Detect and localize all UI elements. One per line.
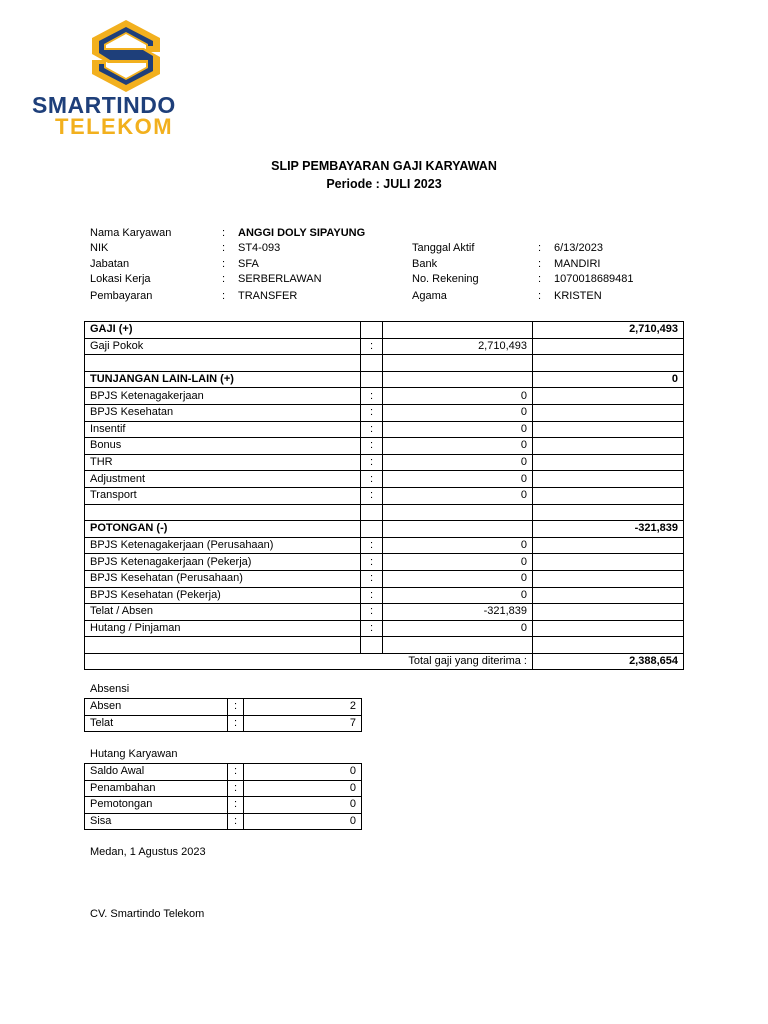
table-row: Bonus : 0 [85, 438, 684, 455]
row-value: 0 [383, 404, 533, 421]
row-label: Adjustment [85, 471, 361, 488]
table-row: Telat / Absen : -321,839 [85, 604, 684, 621]
table-row-empty [85, 637, 684, 654]
info-value-nama: ANGGI DOLY SIPAYUNG [238, 227, 366, 239]
table-row: BPJS Kesehatan (Pekerja) : 0 [85, 587, 684, 604]
row-value: 0 [383, 471, 533, 488]
info-colon: : [538, 242, 542, 254]
table-row: Absen : 2 [85, 699, 362, 716]
logo-text-smartindo: SMARTINDO [32, 92, 176, 118]
info-value-tanggal-aktif: 6/13/2023 [554, 242, 603, 254]
table-row: Adjustment : 0 [85, 471, 684, 488]
slip-title: SLIP PEMBAYARAN GAJI KARYAWAN [271, 159, 497, 173]
info-label-rekening: No. Rekening [412, 273, 479, 285]
table-row-empty [85, 355, 684, 372]
row-label: Telat [85, 715, 228, 732]
info-value-pembayaran: TRANSFER [238, 290, 298, 302]
info-colon: : [538, 290, 542, 302]
info-label-pembayaran: Pembayaran [90, 290, 153, 302]
table-row: Hutang / Pinjaman : 0 [85, 620, 684, 637]
row-label: Bonus [85, 438, 361, 455]
info-colon: : [538, 273, 542, 285]
table-row: Sisa : 0 [85, 813, 362, 830]
slip-period: Periode : JULI 2023 [326, 177, 442, 191]
absensi-title: Absensi [90, 683, 130, 695]
row-value: 0 [383, 587, 533, 604]
company-logo [28, 14, 228, 144]
row-value: -321,839 [383, 604, 533, 621]
row-value: 0 [244, 813, 362, 830]
info-colon: : [222, 290, 226, 302]
row-label: BPJS Kesehatan (Pekerja) [85, 587, 361, 604]
row-value: 2,710,493 [383, 338, 533, 355]
row-label: Sisa [85, 813, 228, 830]
table-row [85, 371, 684, 388]
total-row [85, 653, 684, 669]
info-label-tanggal-aktif: Tanggal Aktif [412, 242, 475, 254]
info-value-nik: ST4-093 [238, 242, 281, 254]
row-label: BPJS Kesehatan [85, 404, 361, 421]
table-row: BPJS Kesehatan : 0 [85, 404, 684, 421]
company-name: CV. Smartindo Telekom [90, 908, 205, 920]
info-value-lokasi: SERBERLAWAN [238, 273, 322, 285]
table-row: BPJS Ketenagakerjaan : 0 [85, 388, 684, 405]
row-value: 0 [383, 620, 533, 637]
hutang-title: Hutang Karyawan [90, 748, 178, 760]
info-label-nama: Nama Karyawan [90, 227, 172, 239]
absensi-table [84, 698, 362, 732]
row-label: Penambahan [85, 780, 228, 797]
row-label: Pemotongan [85, 797, 228, 814]
info-value-rekening: 1070018689481 [554, 273, 634, 285]
place-date: Medan, 1 Agustus 2023 [90, 846, 206, 858]
hutang-table [84, 763, 362, 830]
table-row: Telat : 7 [85, 715, 362, 732]
row-label: THR [85, 454, 361, 471]
row-value: 0 [244, 780, 362, 797]
salary-table [84, 321, 684, 670]
info-label-lokasi: Lokasi Kerja [90, 273, 151, 285]
info-colon: : [222, 273, 226, 285]
info-value-jabatan: SFA [238, 258, 259, 270]
total-value: 2,388,654 [533, 653, 684, 669]
row-value: 7 [244, 715, 362, 732]
info-label-nik: NIK [90, 242, 109, 254]
info-label-jabatan: Jabatan [90, 258, 130, 270]
logo-text-telekom: TELEKOM [55, 114, 174, 139]
row-value: 0 [383, 388, 533, 405]
row-value: 0 [383, 438, 533, 455]
table-row: Penambahan : 0 [85, 780, 362, 797]
table-row: BPJS Ketenagakerjaan (Perusahaan) : 0 [85, 537, 684, 554]
section-total-gaji: 2,710,493 [533, 322, 684, 339]
row-label: Absen [85, 699, 228, 716]
table-row: Gaji Pokok : 2,710,493 [85, 338, 684, 355]
smartindo-s-icon [88, 18, 164, 94]
info-colon: : [538, 258, 542, 270]
info-colon: : [222, 227, 226, 239]
section-header-tunjangan: TUNJANGAN LAIN-LAIN (+) [85, 371, 361, 388]
table-row-empty [85, 504, 684, 521]
section-header-gaji: GAJI (+) [85, 322, 361, 339]
row-label: Saldo Awal [85, 764, 228, 781]
row-value: 0 [244, 764, 362, 781]
info-colon: : [222, 258, 226, 270]
row-value: 0 [383, 537, 533, 554]
table-row: Saldo Awal : 0 [85, 764, 362, 781]
row-value: 0 [383, 487, 533, 504]
row-value: 0 [383, 554, 533, 571]
info-value-agama: KRISTEN [554, 290, 602, 302]
info-value-bank: MANDIRI [554, 258, 601, 270]
section-total-potongan: -321,839 [533, 521, 684, 538]
row-value: 0 [383, 570, 533, 587]
row-label: BPJS Kesehatan (Perusahaan) [85, 570, 361, 587]
section-total-tunjangan: 0 [533, 371, 684, 388]
row-label: Insentif [85, 421, 361, 438]
row-label: BPJS Ketenagakerjaan [85, 388, 361, 405]
total-label: Total gaji yang diterima : [85, 653, 533, 669]
row-label: BPJS Ketenagakerjaan (Pekerja) [85, 554, 361, 571]
row-label: Telat / Absen [85, 604, 361, 621]
table-row: Pemotongan : 0 [85, 797, 362, 814]
row-label: Gaji Pokok [85, 338, 361, 355]
row-value: 0 [383, 454, 533, 471]
table-row: Transport : 0 [85, 487, 684, 504]
row-label: BPJS Ketenagakerjaan (Perusahaan) [85, 537, 361, 554]
section-header-potongan: POTONGAN (-) [85, 521, 361, 538]
table-row: BPJS Kesehatan (Perusahaan) : 0 [85, 570, 684, 587]
row-value: 0 [383, 421, 533, 438]
row-label: Hutang / Pinjaman [85, 620, 361, 637]
table-row: BPJS Ketenagakerjaan (Pekerja) : 0 [85, 554, 684, 571]
row-value: 0 [244, 797, 362, 814]
info-colon: : [222, 242, 226, 254]
table-row: THR : 0 [85, 454, 684, 471]
table-row [85, 322, 684, 339]
row-value: 2 [244, 699, 362, 716]
table-row [85, 521, 684, 538]
info-label-bank: Bank [412, 258, 438, 270]
row-label: Transport [85, 487, 361, 504]
table-row: Insentif : 0 [85, 421, 684, 438]
info-label-agama: Agama [412, 290, 447, 302]
